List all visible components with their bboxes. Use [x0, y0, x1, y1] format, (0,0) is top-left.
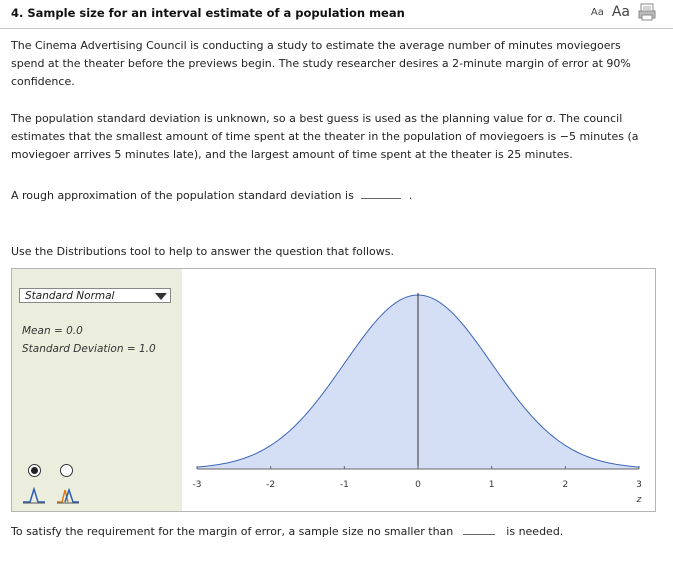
- sd-label: Standard Deviation = 1.0: [22, 343, 156, 355]
- x-tick-label: -2: [266, 480, 276, 490]
- print-icon[interactable]: [638, 3, 656, 21]
- sample-size-question-text: To satisfy the requirement for the margin of error, a sample size no smaller than: [11, 525, 454, 538]
- compare-curves-icon[interactable]: [56, 486, 80, 504]
- mode-radio-two-tail[interactable]: [60, 464, 73, 477]
- sd-question-text: A rough approximation of the population standard deviation is: [11, 189, 354, 202]
- question-paragraph-4: Use the Distributions tool to help to answer the question that follows.: [11, 245, 394, 258]
- distribution-chart[interactable]: [183, 269, 655, 511]
- font-controls: [591, 3, 656, 21]
- x-tick-label: 1: [488, 480, 495, 490]
- x-tick-label: 0: [415, 480, 421, 490]
- question-paragraph-2: The population standard deviation is unknown, so a best guess is used as the planning value for σ. The council estimates that the smallest amount of time spent at the theater in the population of moviegoers is −5 minutes (a moviegoer arrives 5 minutes late), and the largest amount of time spent at the theater is 25 minutes.: [11, 112, 639, 161]
- sd-question-end: .: [408, 189, 413, 202]
- tool-sidebar: [12, 269, 182, 511]
- chevron-down-icon: [155, 293, 167, 300]
- page-title: 4. Sample size for an interval estimate of a population mean: [11, 6, 405, 20]
- mean-label: Mean = 0.0: [22, 325, 83, 337]
- sample-size-answer-blank[interactable]: [463, 522, 495, 535]
- question-paragraph-5: [11, 522, 656, 541]
- mode-radio-one-tail[interactable]: [28, 464, 41, 477]
- distribution-selected-value: Standard Normal: [25, 290, 115, 302]
- distributions-tool: [11, 268, 656, 512]
- x-tick-label: 2: [562, 480, 569, 490]
- question-paragraph-3: [11, 186, 656, 205]
- sample-size-question-end: is needed.: [506, 525, 564, 538]
- x-tick-label: -1: [339, 480, 349, 490]
- distribution-select[interactable]: [19, 288, 171, 303]
- x-tick-label: 3: [636, 480, 642, 490]
- x-tick-label: -3: [192, 480, 202, 490]
- header-divider: [0, 28, 673, 29]
- x-axis-ticks: [193, 466, 642, 490]
- font-increase-button[interactable]: Aa: [611, 4, 630, 20]
- x-axis-label: z: [636, 495, 642, 505]
- single-curve-icon[interactable]: [22, 486, 46, 504]
- question-paragraph-1: The Cinema Advertising Council is conducting a study to estimate the average number of minutes moviegoers spend at the theater before the previews begin. The study researcher desires a 2-minute margin of error at 90% confidence.: [11, 39, 631, 88]
- sd-answer-blank[interactable]: [361, 186, 401, 199]
- font-decrease-button[interactable]: Aa: [590, 6, 604, 18]
